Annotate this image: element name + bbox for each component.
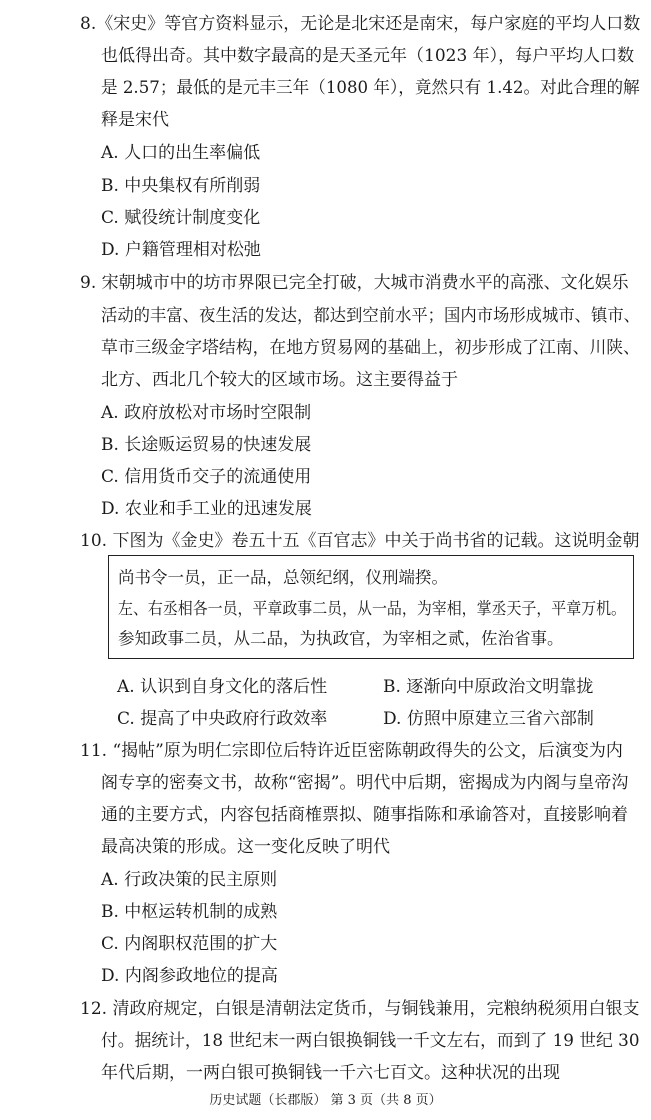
- q10-option-b[interactable]: B. 逐渐向中原政治文明靠拢: [383, 677, 594, 697]
- q11-option-c[interactable]: C. 内阁职权范围的扩大: [101, 934, 278, 954]
- q12-line-3: 年代后期，一两白银可换铜钱一千六七百文。这种状况的出现: [101, 1063, 560, 1083]
- q9-line-3: 草市三级金字塔结构，在地方贸易网的基础上，初步形成了江南、川陕、: [101, 338, 640, 358]
- q10-option-d[interactable]: D. 仿照中原建立三省六部制: [383, 709, 594, 729]
- q9-option-c[interactable]: C. 信用货币交子的流通使用: [101, 467, 312, 487]
- q8-line-2: 也低得出奇。其中数字最高的是天圣元年（1023 年），每户平均人口数: [101, 46, 635, 66]
- page-footer: 历史试题（长郡版） 第 3 页（共 8 页）: [209, 1093, 442, 1108]
- quote-line-2: 左、右丞相各一员，平章政事二员，从一品，为宰相，掌丞天子，平章万机。: [118, 599, 626, 618]
- quote-box: [108, 555, 634, 659]
- q11-option-a[interactable]: A. 行政决策的民主原则: [101, 870, 278, 890]
- quote-line-3: 参知政事二员，从二品，为执政官，为宰相之贰，佐治省事。: [118, 629, 564, 648]
- q9-option-b[interactable]: B. 长途贩运贸易的快速发展: [101, 435, 312, 455]
- q11-line-2: 阁专享的密奏文书，故称“密揭”。明代中后期，密揭成为内阁与皇帝沟: [101, 773, 629, 793]
- q12-line-2: 付。据统计，18 世纪末一两白银换铜钱一千文左右，而到了 19 世纪 30: [101, 1031, 640, 1051]
- q8-option-c[interactable]: C. 赋役统计制度变化: [101, 208, 261, 228]
- q9-option-a[interactable]: A. 政府放松对市场时空限制: [101, 403, 312, 423]
- q8-option-a[interactable]: A. 人口的出生率偏低: [101, 143, 261, 163]
- q12-line-1: 12. 清政府规定，白银是清朝法定货币，与铜钱兼用，完粮纳税须用白银支: [80, 999, 640, 1019]
- q8-line-3: 是 2.57；最低的是元丰三年（1080 年），竟然只有 1.42。对此合理的解: [101, 78, 640, 98]
- q9-line-1: 9. 宋朝城市中的坊市界限已完全打破，大城市消费水平的高涨、文化娱乐: [80, 273, 629, 293]
- q8-line-1: 8.《宋史》等官方资料显示，无论是北宋还是南宋，每户家庭的平均人口数: [80, 14, 641, 34]
- q9-line-4: 北方、西北几个较大的区域市场。这主要得益于: [101, 370, 458, 390]
- q9-option-d[interactable]: D. 农业和手工业的迅速发展: [101, 499, 312, 519]
- q10-line-1: 10. 下图为《金史》卷五十五《百官志》中关于尚书省的记载。这说明金朝: [80, 531, 640, 551]
- q11-line-1: 11. “揭帖”原为明仁宗即位后特许近臣密陈朝政得失的公文，后演变为内: [80, 741, 623, 761]
- q11-line-4: 最高决策的形成。这一变化反映了明代: [101, 837, 390, 857]
- q8-option-d[interactable]: D. 户籍管理相对松弛: [101, 240, 261, 260]
- q10-option-c[interactable]: C. 提高了中央政府行政效率: [117, 709, 328, 729]
- q11-option-b[interactable]: B. 中枢运转机制的成熟: [101, 902, 278, 922]
- q10-option-a[interactable]: A. 认识到自身文化的落后性: [117, 677, 328, 697]
- q9-line-2: 活动的丰富、夜生活的发达，都达到空前水平；国内市场形成城市、镇市、: [101, 306, 641, 326]
- q11-option-d[interactable]: D. 内阁参政地位的提高: [101, 966, 278, 986]
- quote-line-1: 尚书令一员，正一品，总领纪纲，仪刑端揆。: [118, 568, 448, 587]
- q11-line-3: 通的主要方式，内容包括商榷票拟、随事指陈和承谕答对，直接影响着: [101, 805, 628, 825]
- q8-line-4: 释是宋代: [101, 110, 169, 130]
- q8-option-b[interactable]: B. 中央集权有所削弱: [101, 176, 261, 196]
